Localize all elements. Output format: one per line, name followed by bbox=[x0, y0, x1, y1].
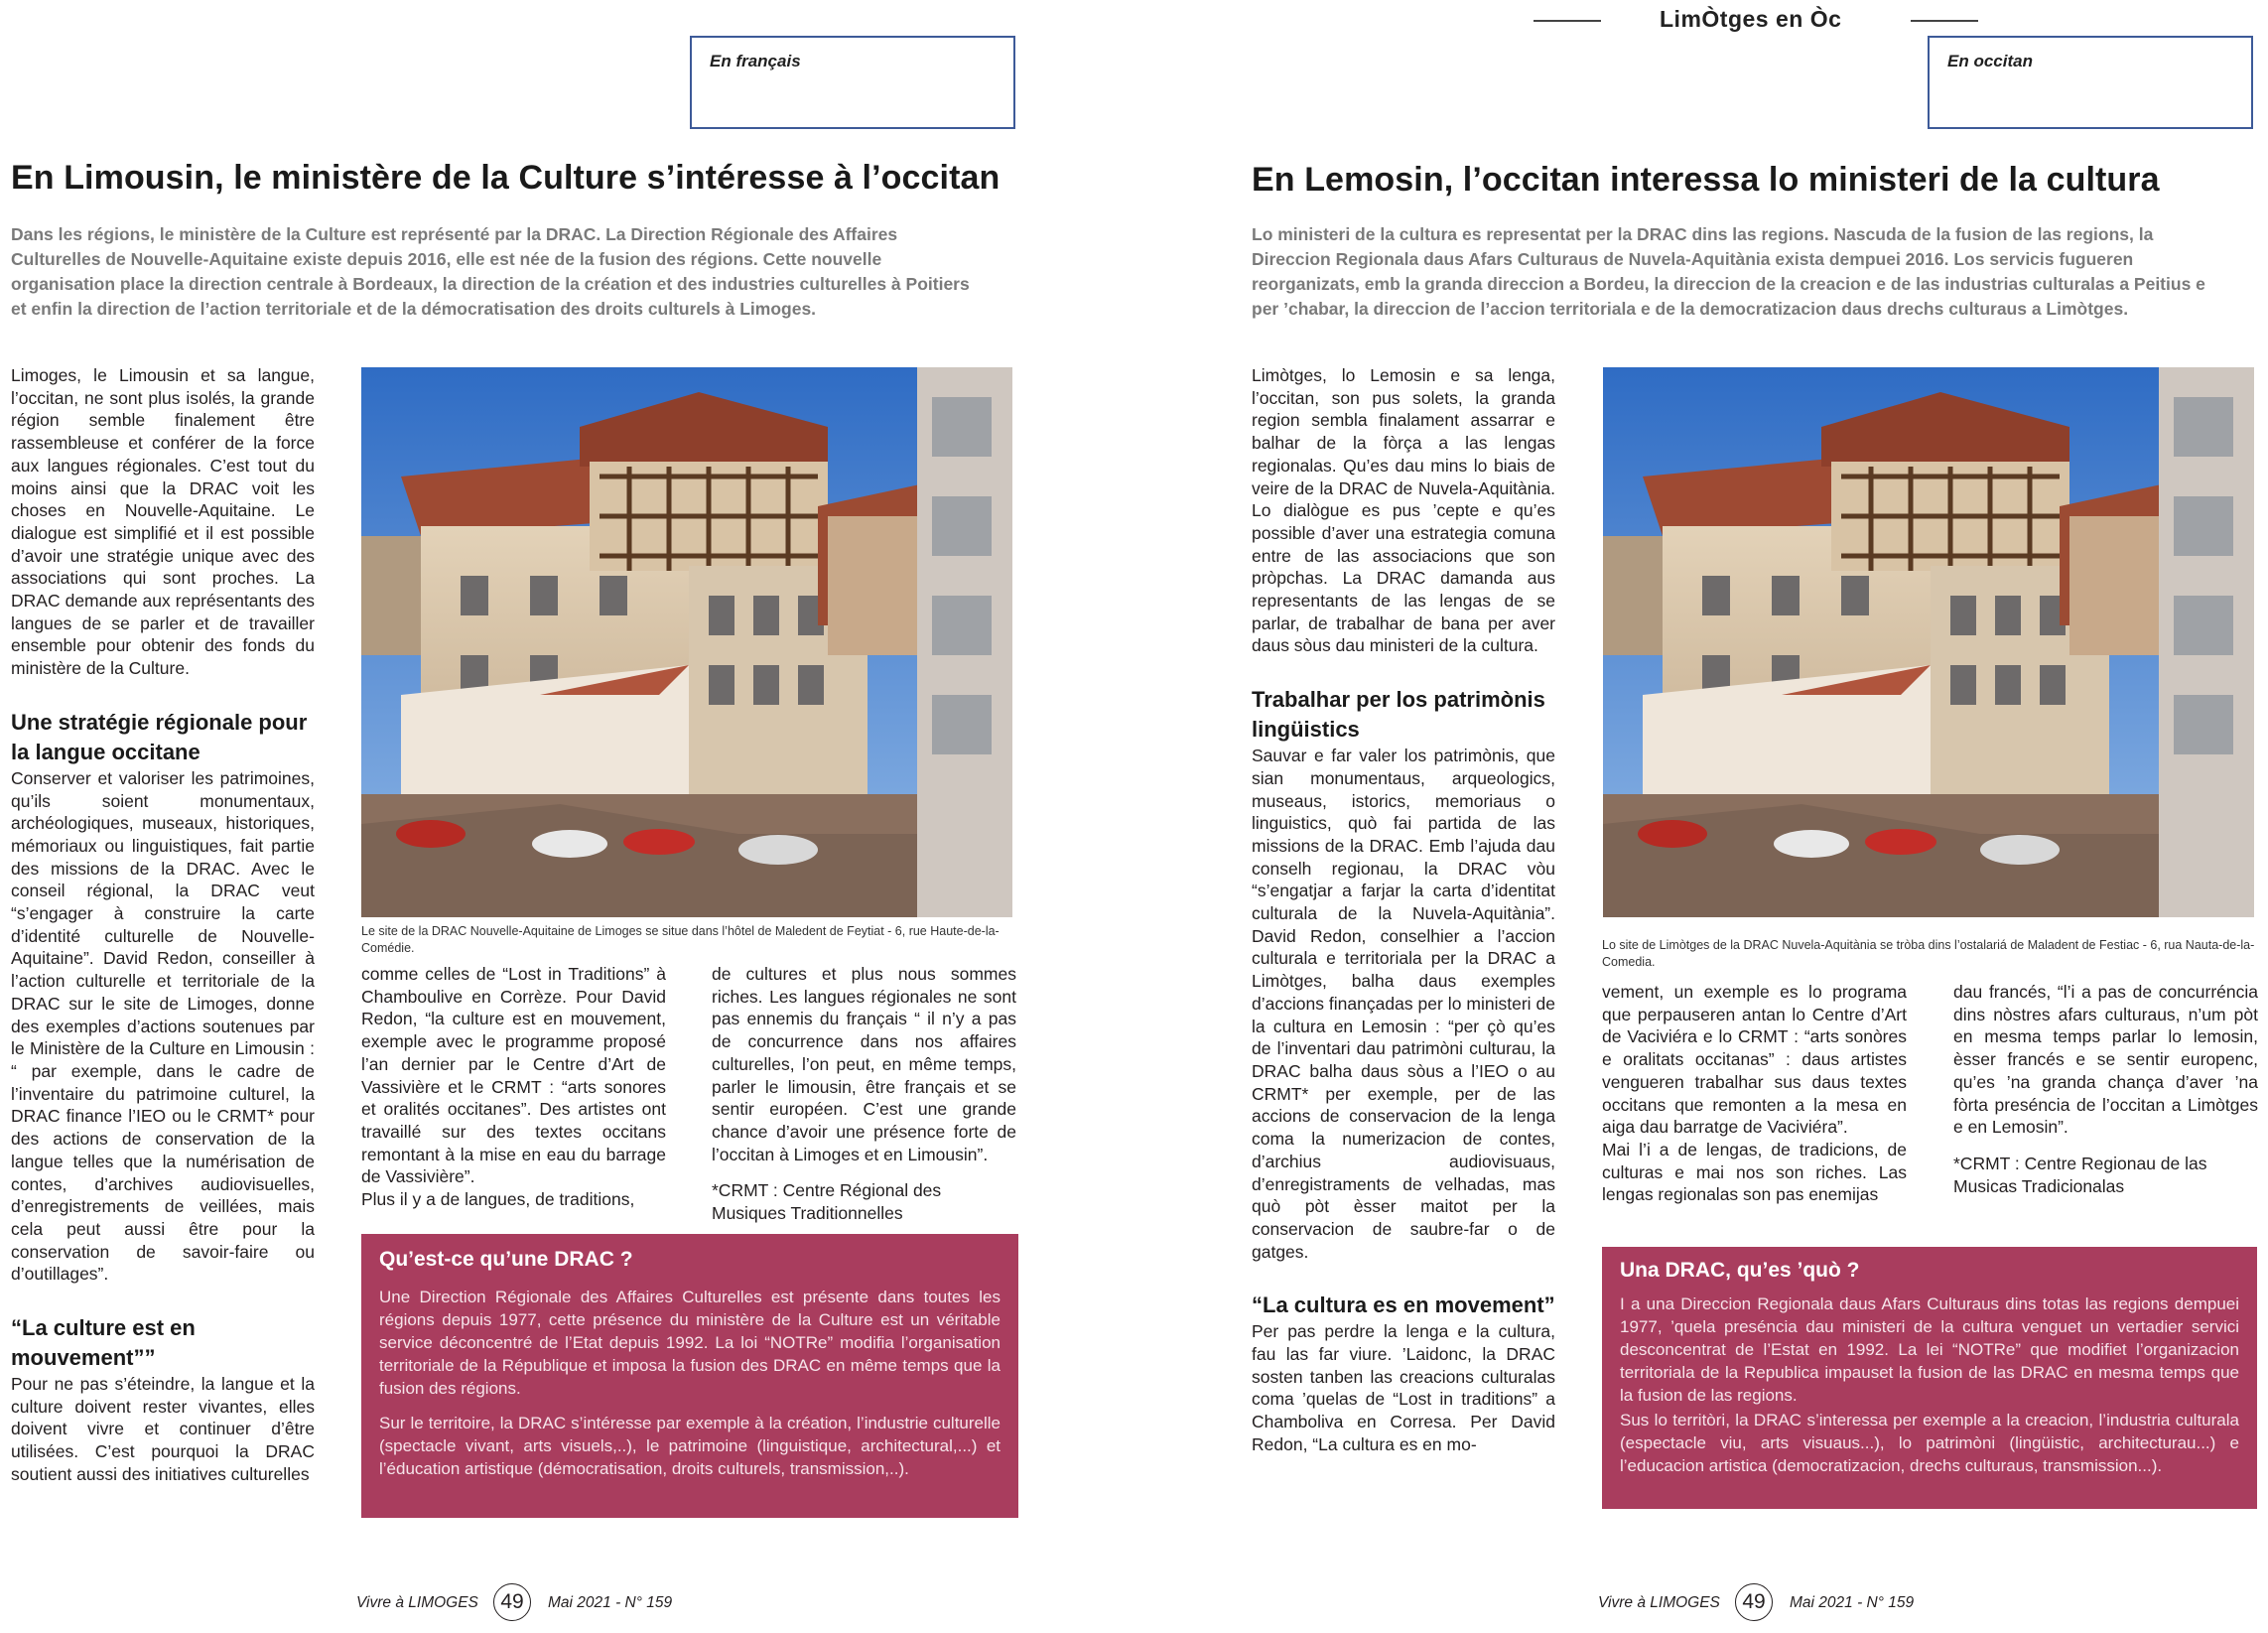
subheading-strategy: Une stratégie régionale pour la langue occitane bbox=[11, 709, 308, 764]
info-box-fr bbox=[361, 1234, 1018, 1518]
paragraph: Sauvar e far valer los patrimònis, que sian monumentaus, arqueologics, museaus, istorics, memoriaus o linguistics, quò fai partida de las missions de la DRAC. Emb l’ajuda dau conselh regionau, la DRAC vòu “s’engatjar a farjar la carta d’identitat culturala de la Nuvela-Aquitània”. David Redon, conselhier a l’accion culturala e territoriala per la DRAC a Limòtges, balha daus exemples d’accions finançadas per lo ministeri de la cultura en Lemosin : “per çò qu’es de l’inventari dau patrimòni culturau, la DRAC balha daus sòus a l’IEO o au CRMT* per exemple, per de las accions de conservacion de la lenga coma la numerizacion de contes, d’archius audiovisuaus, d’enregistraments de velhadas, mas quò pòt èsser maitot per la conservacion de saubre-far o de gatges. bbox=[1252, 746, 1555, 1262]
folio-right-fr: Mai 2021 - N° 159 bbox=[548, 1594, 673, 1611]
footnote: *CRMT : Centre Régional des Musiques Traditionnelles bbox=[712, 1180, 942, 1224]
paragraph: Pour ne pas s’éteindre, la langue et la culture doivent rester vivantes, elles doivent vivre et continuer d’être utilisées. C’est pourquoi la DRAC soutient aussi des initiatives culturelles bbox=[11, 1374, 315, 1484]
article-lead-oc: Lo ministeri de la cultura es representat per la DRAC dins las regions. Nascuda de la fusion de las regions, la Direccion Regionala daus Afars Culturaus de Nuvela-Aquitània exista dempuei 2016. Los servicis fugueren reorganizats, emb la granda direccion a Bordeu, la direccion de la creacion e de las industrias culturalas a Peitius e per ’chabar, la direccion de l’accion territoriala e de la democratizacion daus drechs culturaus a Limòtges. bbox=[1252, 224, 2205, 319]
article-title-oc: En Lemosin, l’occitan interessa lo ministeri de la cultura bbox=[1252, 161, 2160, 199]
paragraph: Limòtges, lo Lemosin e sa lenga, l’occitan, son pus solets, la granda region sembla finalament assarrar e balhar de la fòrça a las lengas regionalas. Qu’es dau mins lo biais de veire de la DRAC de Nuvela-Aquitània. Lo dialògue es pus ’cepte e qu’es possible d’aver una estrategia comuna entre de las associacions que son pròpchas. La DRAC damanda aus representants de las lengas de se parlar, de trabalhar de bana per aver daus sòus dau ministeri de la cultura. bbox=[1252, 365, 1555, 656]
building-photo-icon bbox=[361, 367, 1012, 917]
magazine-section-title: LimÒtges en Òc bbox=[1660, 6, 1842, 32]
paragraph: Conserver et valoriser les patrimoines, qu’ils soient monumentaux, archéologiques, museaux, historiques, mémoriaux ou linguistiques, fait partie des missions de la DRAC. Avec le conseil régional, la DRAC veut “s’engager à construire la carte d’identité culturelle de Nouvelle-Aquitaine”. David Redon, conseiller à l’action culturelle et territoriale de la DRAC sur le site de Limoges, donne des exemples d’actions soutenues par le Ministère de la Culture en Limousin : “ par exemple, dans le cadre de l’inventaire du patrimoine culturel, la DRAC finance l’IEO ou le CRMT* pour des actions de conservation de la langue telles que la numérisation de contes, d’archives audiovisuelles, d’enregistrements de veillées, mais cela peut aussi être pour la conservation de savoir-faire ou d’outillages”. bbox=[11, 767, 315, 1285]
subheading-movement: “La culture est en mouvement”” bbox=[11, 1315, 196, 1371]
header-rule-left bbox=[1534, 20, 1601, 22]
footnote: *CRMT : Centre Regionau de las Musicas Tradicionalas bbox=[1953, 1153, 2207, 1196]
paragraph: comme celles de “Lost in Traditions” à Chamboulive en Corrèze. Pour David Redon, “la culture est en mouvement, exemple avec le programme proposé l’an dernier par le Centre d’Art de Vassivière et le CRMT : “arts sonores et oralités occitanes”. Des artistes ont travaillé sur des textes occitans remontant à la mise en eau du barrage de Vassivière”. bbox=[361, 964, 666, 1187]
page-number-oc: 49 bbox=[1735, 1583, 1773, 1621]
paragraph: de cultures et plus nous sommes riches. Les langues régionales ne sont pas ennemis du français “ il n’y a pas de concurrence dans nos affaires culturelles, l’on peut, en même temps, parler le limousin, être français et se sentir européen. C’est une grande chance d’avoir une présence forte de l’occitan à Limoges et en Limousin”. bbox=[712, 964, 1016, 1164]
info-box-paragraph: I a una Direccion Regionala daus Afars Culturaus dins totas las regions dempuei 1977, ’quela preséncia dau ministeri de la cultura venguet un vertadier servici desconcentrat de l’Estat en 1992. La lei “NOTRe” que modifiet l’organizacion territoriala de la Republica impauset la fusion de las DRAC en mesma temps que la fusion de las regions. bbox=[1620, 1294, 2239, 1405]
paragraph: Per pas perdre la lenga e la cultura, fau las far viure. ’Laidonc, la DRAC sosten tanben las creacions culturalas coma ’quelas de “Lost in traditions” a Chamboliva en Corresa. Per David Redon, “La cultura es en mo- bbox=[1252, 1321, 1555, 1454]
article-lead-fr: Dans les régions, le ministère de la Culture est représenté par la DRAC. La Direction Régionale des Affaires Culturelles de Nouvelle-Aquitaine existe depuis 2016, elle est née de la fusion des régions. Cette nouvelle organisation place la direction centrale à Bordeaux, la direction de la création et des industries culturelles à Poitiers et enfin la direction de l’action territoriale et de la démocratisation des droits culturels à Limoges. bbox=[11, 224, 970, 319]
text-column-2-oc bbox=[1602, 981, 1907, 1206]
folio-right-oc: Mai 2021 - N° 159 bbox=[1790, 1594, 1915, 1611]
info-box-paragraph: Une Direction Régionale des Affaires Culturelles est présente dans toutes les régions depuis 1977, cette présence du ministère de la Culture est un véritable service déconcentré de l’Etat depuis 1992. La loi “NOTRe” modifia l’organisation territoriale de la République et imposa la fusion des DRAC en même temps que la fusion des régions. bbox=[379, 1288, 1001, 1398]
info-box-title: Qu’est-ce qu’une DRAC ? bbox=[379, 1248, 633, 1271]
text-column-1-oc bbox=[1252, 364, 1555, 1456]
language-tag-label: En occitan bbox=[1947, 52, 2033, 70]
info-box-paragraph: Sur le territoire, la DRAC s’intéresse par exemple à la création, l’industrie culturelle (spectacle vivant, arts visuels,..), le patrimoine (linguistique, architectural,...) et l’éducation artistique (démocratisation, droits culturels, transmission,..). bbox=[379, 1414, 1001, 1478]
text-column-2-fr bbox=[361, 963, 666, 1211]
folio-left-fr: Vivre à LIMOGES bbox=[356, 1594, 478, 1611]
info-box-oc bbox=[1602, 1247, 2257, 1509]
building-photo-icon bbox=[1602, 367, 2255, 917]
header-rule-right bbox=[1911, 20, 1978, 22]
paragraph: dau francés, “l’i a pas de concurréncia dins nòstres afars culturaus, n’um pòt en mesma temps parlar lo lemosin, èsser francés e se sentir europenc, qu’es ’na granda chança d’aver ’na fòrta preséncia de l’occitan a Limòtges e en Lemosin”. bbox=[1953, 982, 2258, 1138]
text-column-1-fr bbox=[11, 364, 315, 1486]
language-tag-french bbox=[690, 36, 1015, 129]
paragraph: Limoges, le Limousin et sa langue, l’occitan, ne sont plus isolés, la grande région semble finalement être rassembleuse et conférer de la force aux langues régionales. C’est tout du moins ainsi que la DRAC voit les choses en Nouvelle-Aquitaine. Le dialogue est simplifié et il est possible d’avoir une stratégie unique avec des associations qui sont proches. La DRAC demande aux représentants des langues de se parler et de travailler ensemble pour obtenir des fonds du ministère de la Culture. bbox=[11, 365, 315, 679]
paragraph: Plus il y a de langues, de traditions, bbox=[361, 1189, 635, 1210]
text-column-3-oc bbox=[1953, 981, 2258, 1197]
language-tag-occitan bbox=[1928, 36, 2253, 129]
text-column-3-fr bbox=[712, 963, 1016, 1225]
article-title-fr: En Limousin, le ministère de la Culture s’intéresse à l’occitan bbox=[11, 159, 1001, 197]
page-number-fr: 49 bbox=[493, 1583, 531, 1621]
paragraph: Mai l’i a de lengas, de tradicions, de culturas e mai nos son riches. Las lengas regionalas son pas enemijas bbox=[1602, 1139, 1907, 1205]
paragraph: vement, un exemple es lo programa que perpauseren antan lo Centre d’Art de Vaciviéra e lo CRMT : “arts sonòres e oralitats occitanas” : daus artistes vengueren trabalhar sus daus textes occitans que remonten a la mesa en aiga dau barratge de Vaciviéra”. bbox=[1602, 982, 1907, 1138]
info-box-title: Una DRAC, qu’es ’quò ? bbox=[1620, 1259, 1860, 1282]
info-box-paragraph: Sus lo territòri, la DRAC s’interessa per exemple a la creacion, l’industria culturala (espectacle viu, arts visuaus...), lo patrimòni (lingüistic, architecturau...) e l’educacion artistica (democratizacion, drechs culturaus, transmission...). bbox=[1620, 1411, 2239, 1475]
photo-caption-fr: Le site de la DRAC Nouvelle-Aquitaine de Limoges se situe dans l’hôtel de Maledent de Feytiat - 6, rue Haute-de-la-Comédie. bbox=[361, 924, 1000, 955]
building-photo-fr bbox=[361, 367, 1012, 917]
folio-left-oc: Vivre à LIMOGES bbox=[1598, 1594, 1720, 1611]
building-photo-oc bbox=[1602, 367, 2255, 917]
subheading-movement: “La cultura es en movement” bbox=[1252, 1293, 1555, 1318]
language-tag-label: En français bbox=[710, 52, 801, 70]
photo-caption-oc: Lo site de Limòtges de la DRAC Nuvela-Aquitània se tròba dins l’ostalariá de Maladent de Festiac - 6, rua Nauta-de-la-Comedia. bbox=[1602, 938, 2255, 969]
subheading-heritage: Trabalhar per los patrimònis lingüistics bbox=[1252, 687, 1545, 743]
